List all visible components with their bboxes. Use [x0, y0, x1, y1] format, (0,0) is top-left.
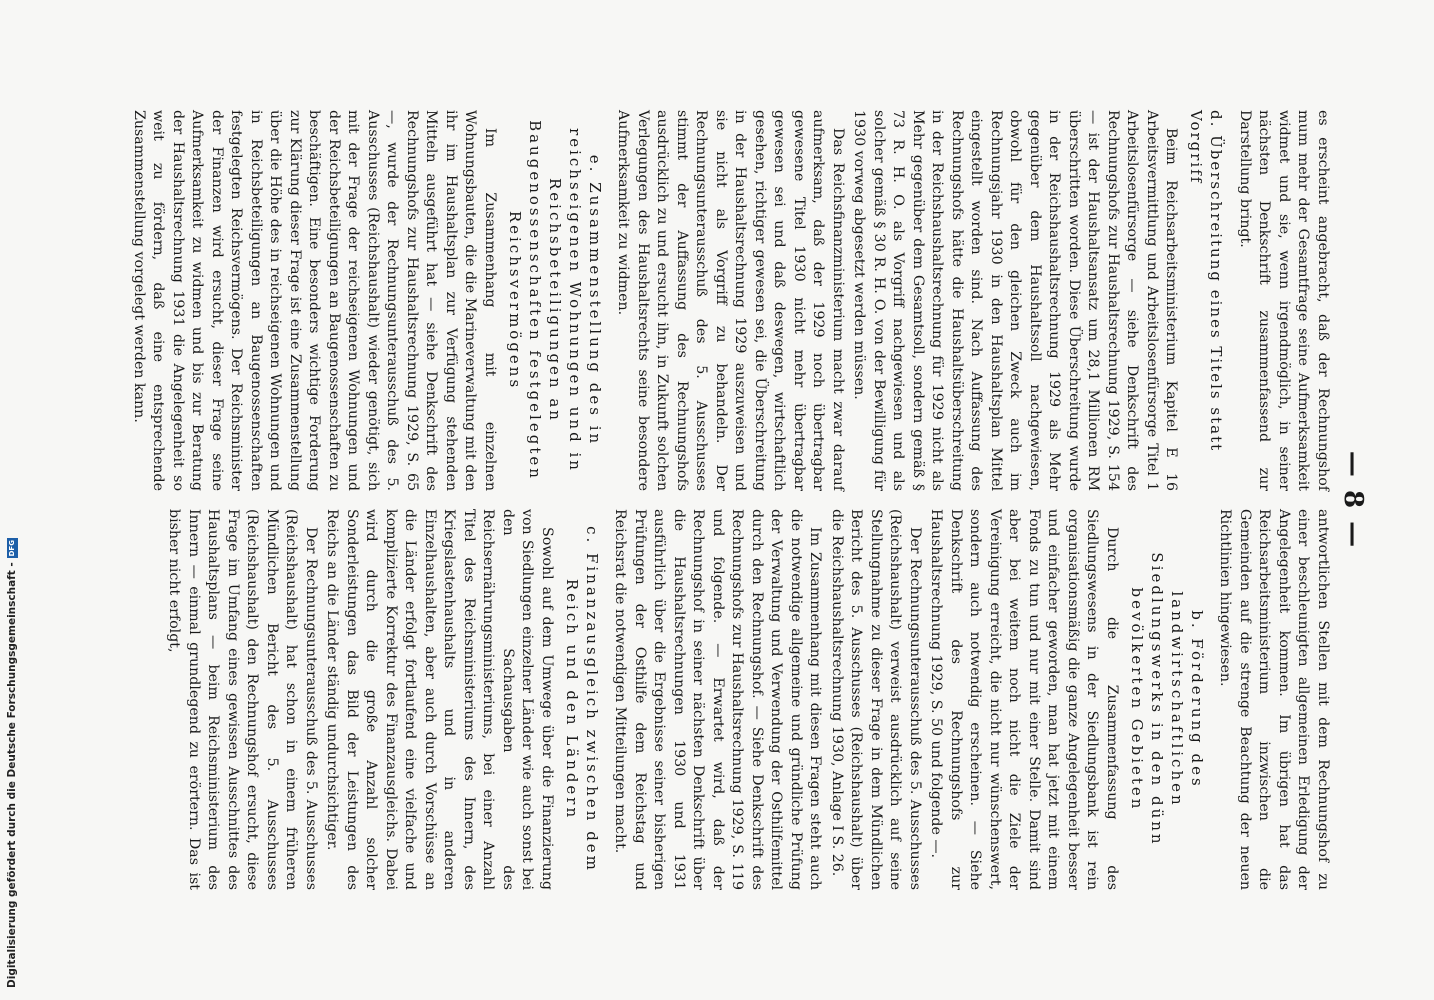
section-heading: d. Überschreitung eines Titels statt Vorgriff [1187, 110, 1226, 453]
right-column [166, 509, 1332, 890]
digitization-credit [6, 538, 18, 988]
paragraph: Das Reichsfinanzministerium macht zwar darauf aufmerksam, daß der 1929 noch übertragbar gewesene Titel 1930 nicht mehr übertragbar gewesen sei und daß deswegen, wirtschaftlich gesehen, richtiger gewesen sei, die Überschreitung in der Haushaltsrechnung 1929 auszuweisen und sie nicht als Vorgriff zu behandeln. Der Rechnungsunterausschuß des 5. Ausschusses stimmt der Auffassung des Rechnungshofs ausdrücklich zu und ersucht ihn, in Zukunft solchen Verlegungen des Haushaltsrechts seine besondere Aufmerksamkeit zu widmen. [615, 110, 846, 491]
paragraph: Im Zusammenhang mit einzelnen Wohnungsbauten, die die Marineverwaltung mit den ihr im Haushaltsplan zur Verfügung stehenden Mitteln ausgeführt hat — siehe Denkschrift des Rechnungshofs zur Haushaltsrechnung 1929, S. 65 —, wurde der Rechnungsunterausschuß des 5. Ausschusses (Reichshaushalt) wieder genötigt, sich mit der Frage der reichseigenen Wohnungen und der Reichsbeteiligungen an Baugenossenschaften zu beschäftigen. Eine besonders wichtige Forderung zur Klärung dieser Frage ist eine Zusammenstellung über die Höhe des in reichseigenen Wohnungen und in Reichsbeteiligungen an Baugenossenschaften festgelegten Reichsvermögens. Der Reichsminister der Finanzen wird ersucht, dieser Frage seine Aufmerksamkeit zu widmen und bis zur Beratung der Haushaltsrechnung 1931 die Angelegenheit so weit zu fördern, daß eine entsprechende Zusammenstellung vorgelegt werden kann. [131, 110, 498, 491]
dfg-logo: DFG [7, 540, 16, 557]
paragraph: Der Rechnungsunterausschuß des 5. Ausschusses (Reichshaushalt) verweist ausdrücklich auf seine Stellungnahme zu dieser Frage in dem Mündlichen Bericht des 5. Ausschusses (Reichshaushalt) über die Reichshaushaltsrechnung 1930, Anlage I S. 26. [829, 509, 923, 890]
paragraph: antwortlichen Stellen mit dem Rechnungshof zu einer beschleunigten allgemeinen Erledigung der Angelegenheit kommen. Im übrigen hat das Reichsarbeitsministerium inzwischen die Gemeinden auf die strenge Beachtung der neuen Richtlinien hingewiesen. [1217, 509, 1331, 890]
left-column [131, 110, 1332, 491]
paragraph: Der Rechnungsunterausschuß des 5. Ausschusses (Reichshaushalt) hat schon in einem früheren Mündlichen Bericht des 5. Ausschusses (Reichshaushalt) den Rechnungshof ersucht, diese Frage im Umfang eines gewissen Ausschnittes des Haushaltsplans — beim Reichsministerium des Innern — einmal grundlegend zu erörtern. Das ist bisher nicht erfolgt, [166, 509, 319, 890]
rotated-document-page [131, 100, 1380, 900]
paragraph: es erscheint angebracht, daß der Rechnungshof mum mehr der Gesamtfrage seine Aufmerksamkeit widmet und sie, wenn irgendmöglich, in seiner nächsten Denkschrift zusammenfassend zur Darstellung bringt. [1237, 110, 1331, 491]
section-heading: b. Förderung des landwirtschaftlichen Siedlungswerks in den dünn bevölkerten Gebieten [1128, 552, 1206, 847]
section-heading: e. Zusammenstellung des in reichseigenen Wohnungen und in Reichsbeteiligungen an Baugenossenschaften festgelegten Reichsvermögens [506, 120, 604, 481]
text-columns [131, 110, 1332, 890]
paragraph: Sowohl auf dem Umwege über die Finanzierung von Siedlungen einzelner Länder wie auch sonst bei den Sachausgaben des Reichsernährungsministeriums, bei einer Anzahl Titel des Reichsministeriums des Innern, des Kriegslastenhaushalts und in anderen Einzelhaushalten, aber auch durch Vorschüsse an die Länder erfolgt fortlaufend eine vielfache und komplizierte Korrektur des Finanzausgleichs. Dabei wird durch die große Anzahl solcher Sonderleistungen das Bild der Leistungen des Reichs an die Länder ständig undurchsichtiger. [324, 509, 555, 890]
section-heading: c. Finanzausgleich zwischen dem Reich und den Ländern [563, 526, 601, 873]
paragraph: Durch die Zusammenfassung des Siedlungswesens in der Siedlungsbank ist rein organisationsmäßig die ganze Angelegenheit besser und einfacher geworden, man hat jetzt mit einem Fonds zu tun und nur mit einer Stelle. Damit sind aber bei weitem noch nicht die Ziele der Vereinigung erreicht, die nicht nur wünschenswert, sondern auch notwendig erscheinen. — Siehe Denkschrift des Rechnungshofs zur Haushaltsrechnung 1929, S. 50 und folgende —. [928, 509, 1120, 890]
paragraph: Beim Reichsarbeitsministerium Kapitel E 16 Arbeitsvermittlung und Arbeitslosenfürsorge Titel 1 Arbeitslosenfürsorge — siehe Denkschrift des Rechnungshofs zur Haushaltsrechnung 1929, S. 154 — ist der Haushaltsansatz um 28,1 Millionen RM überschritten worden. Diese Überschreitung wurde in der Reichshaushaltsrechnung 1929 als Mehr gegenüber dem Haushaltssoll nachgewiesen, obwohl für den gleichen Zweck auch im Rechnungsjahr 1930 in den Haushaltsplan Mittel eingestellt worden sind. Nach Auffassung des Rechnungshofs hätte die Haushaltsüberschreitung in der Reichshaushaltsrechnung für 1929 nicht als Mehr gegenüber dem Gesamtsoll, sondern gemäß § 73 R. H. O. als Vorgriff nachgewiesen und als solcher gemäß § 30 R. H. O. von der Bewilligung für 1930 vorweg abgesetzt werden müssen. [851, 110, 1180, 491]
page-number: — 8 — [1338, 450, 1368, 550]
paragraph: Im Zusammenhang mit diesen Fragen steht auch die notwendige allgemeine und gründliche Prüfung der Verwaltung und Verwendung der Osthilfemittel durch den Rechnungshof. — Siehe Denkschrift des Rechnungshofs zur Haushaltsrechnung 1929, S. 119 und folgende. — Erwartet wird, daß der Rechnungshof in seiner nächsten Denkschrift über die Haushaltsrechnungen 1930 und 1931 ausführlich über die Ergebnisse seiner bisherigen Prüfungen der Osthilfe dem Reichstag und Reichsrat die notwendigen Mitteilungen macht. [612, 509, 824, 890]
credit-text: Digitalisierung gefördert durch die Deutsche Forschungsgemeinschaft - [6, 562, 18, 988]
